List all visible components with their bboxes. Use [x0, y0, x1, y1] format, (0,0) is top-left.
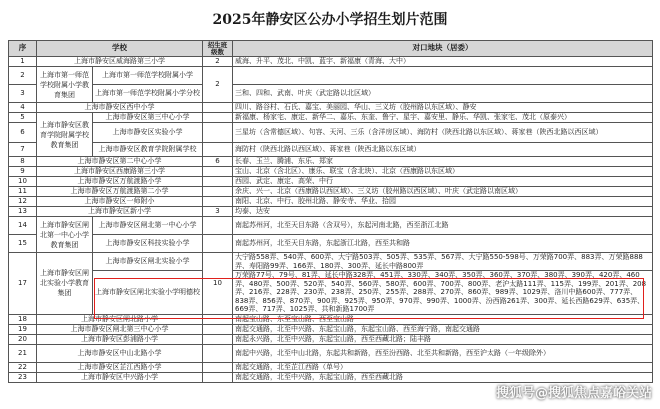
row-group: 上海市静安区闸北实验小学教育集团 — [37, 253, 93, 315]
row-area: 余庆、兴一、北京（西康路以西区域）、三义坊（胶州路以西区域）、叶庆（武定路以南区域） — [233, 187, 653, 197]
row-no: 20 — [9, 334, 37, 344]
row-no: 21 — [9, 344, 37, 362]
row-class-count — [203, 167, 233, 177]
table-row — [9, 207, 653, 217]
row-group: 上海市静安区闸北第一中心小学教育集团 — [37, 217, 93, 253]
row-school: 上海市静安区教育学院附属学校 — [93, 143, 203, 157]
table-row — [9, 143, 653, 157]
row-no: 10 — [9, 177, 37, 187]
row-class-count — [203, 123, 233, 143]
row-no: 2 — [9, 67, 37, 85]
row-group: 上海市第一师范学校附属小学教育集团 — [37, 67, 93, 103]
row-no: 17 — [9, 253, 37, 315]
row-area: 南起永兴路，北至中兴路，东起宝山路，西至西藏北路；陆丰路 — [233, 334, 653, 344]
row-class-count — [203, 372, 233, 382]
row-class-count — [203, 334, 233, 344]
header-area: 对口地块（居委） — [233, 41, 653, 57]
row-class-count — [203, 143, 233, 157]
table-row — [9, 217, 653, 235]
row-class-count: 3 — [203, 207, 233, 217]
row-class-count: 2 — [203, 67, 233, 103]
table-row — [9, 67, 653, 85]
row-no: 6 — [9, 123, 37, 143]
row-area: 南起苏州河，北至天目东路，东起浙江北路，西至共和路 — [233, 235, 653, 253]
row-class-count: 2 — [203, 57, 233, 67]
row-no: 23 — [9, 372, 37, 382]
row-area: 南起苏州河，北至天目东路（含双号），东起河南北路，西至浙江北路 — [233, 217, 653, 235]
table-row — [9, 253, 653, 271]
row-area: 三和、四和、武南、叶庆（武定路以北区域） — [233, 85, 653, 103]
header-no: 序 — [9, 41, 37, 57]
row-school: 上海市静安区闸北第一中心小学 — [93, 217, 203, 235]
row-class-count: 6 — [203, 157, 233, 167]
row-area: 四川、路谷村、石氏、嘉宝、美丽园、华山、三义坊（胶州路以东区域）、静安 — [233, 103, 653, 113]
row-area: 均泰、达安 — [233, 207, 653, 217]
row-no: 5 — [9, 113, 37, 123]
row-school: 上海市第一师范学校附属小学 — [93, 67, 203, 85]
row-no: 11 — [9, 187, 37, 197]
row-area: 南起交通路，北至中兴路，东起宝山路，西至西藏北路 — [233, 372, 653, 382]
row-school: 上海市静安区西中小学 — [37, 103, 203, 113]
row-area: 大宁路558弄、540弄、600弄、大宁路503弄、505弄、535弄、567弄、大宁路550-598号、万荣路700弄、883弄、万荣路888弄、寿阳路99弄、166弄、180弄、300弄、延长中路800弄 — [233, 253, 653, 271]
table-row — [9, 85, 653, 103]
table-row — [9, 157, 653, 167]
row-no: 13 — [9, 207, 37, 217]
row-area: 西园、武定、康定、高荣、中行 — [233, 177, 653, 187]
row-area: 南起宝山路、东至宝山路、西至宝山路 — [233, 314, 653, 324]
table-row — [9, 314, 653, 324]
row-no: 15 — [9, 235, 37, 253]
table-row — [9, 197, 653, 207]
row-class-count — [203, 217, 233, 235]
row-class-count — [203, 344, 233, 362]
row-school: 上海市静安区万航渡路小学 — [37, 177, 203, 187]
row-school: 上海市静安区科技实验小学 — [93, 235, 203, 253]
row-school: 上海市静安区万航渡路第二小学 — [37, 187, 203, 197]
row-area: 海防村（陕西北路以西区域）、蒋家巷（陕西北路以东区域） — [233, 143, 653, 157]
row-no: 12 — [9, 197, 37, 207]
table-row-highlighted — [9, 271, 653, 315]
row-class-count — [203, 103, 233, 113]
row-area: 万荣路77号、79号、81弄、延长中路328弄、451弄、330弄、340弄、350弄、360弄、370弄、380弄、390弄、420弄、460弄、480弄、500弄、520弄、540弄、560弄、580弄、600弄、700弄、800弄、老沪太路111弄、115弄、199弄、201弄、208弄、216弄、228弄、230弄、238弄、250弄、255弄、288弄、270弄、860弄、989弄、1029弄、洛川中路600弄、777弄、838弄、856弄、870弄、900弄、925弄、950弄、970弄、990弄、1000弄、汾西路261弄、300弄、延长西路629弄、635弄、669弄、717弄、1025弄、共和新路1700弄 — [233, 271, 653, 315]
row-school: 上海市静安区中山北路小学 — [37, 344, 203, 362]
row-area: 南起交通路，北至中兴路、东起宝山路，东起宝山路、西至海宁路，南起交通路 — [233, 324, 653, 334]
row-school: 上海市静安区威海路第三小学 — [37, 57, 203, 67]
row-class-count — [203, 187, 233, 197]
row-school: 上海市静安区实验小学 — [93, 123, 203, 143]
row-area — [233, 67, 653, 85]
row-class-count — [203, 314, 233, 324]
row-school: 上海市静安区彭浦路小学 — [37, 334, 203, 344]
row-no: 22 — [9, 362, 37, 372]
row-no: 8 — [9, 157, 37, 167]
row-school: 上海市静安区第二中心小学 — [37, 157, 203, 167]
table-row — [9, 362, 653, 372]
table-row — [9, 57, 653, 67]
header-classes: 招生班级数 — [203, 41, 233, 57]
header-school: 学校 — [37, 41, 203, 57]
row-school: 上海市静安区闸北路小学 — [37, 314, 203, 324]
row-no: 4 — [9, 103, 37, 113]
row-area: 长春、玉兰、腾浦、东乐、郑家 — [233, 157, 653, 167]
row-school: 上海市静安区第三中心小学 — [93, 113, 203, 123]
row-class-count — [203, 197, 233, 207]
row-group: 上海市静安区教育学院附属学校教育集团 — [37, 113, 93, 157]
row-school: 上海市静安区中兴路小学 — [37, 372, 203, 382]
row-school: 上海市第一师范学校附属小学分校 — [93, 85, 203, 103]
header-row — [9, 41, 653, 57]
row-no: 3 — [9, 85, 37, 103]
row-school: 上海市静安区闸北实验小学 — [93, 253, 203, 271]
table-row — [9, 334, 653, 344]
row-class-count — [203, 324, 233, 334]
row-area: 南起交通路，北至芷江西路（单号） — [233, 362, 653, 372]
row-area: 新福康、杨家宅、康定、新华二、嘉乐、东奎、鲁宁、星宇、嘉安里、静乐、华凯、张家宅、茂北（原泰兴） — [233, 113, 653, 123]
table-row — [9, 113, 653, 123]
row-no: 14 — [9, 217, 37, 235]
row-area: 南起中兴路，北至中山北路，东起共和新路，西至汾西路、北至共和新路，西至沪太路（一年级除外） — [233, 344, 653, 362]
table-row — [9, 103, 653, 113]
table-row — [9, 123, 653, 143]
row-no: 1 — [9, 57, 37, 67]
row-school: 上海市静安区芷江西路小学 — [37, 362, 203, 372]
table-row — [9, 177, 653, 187]
enrollment-table — [8, 40, 653, 383]
row-class-count: 10 — [203, 253, 233, 315]
row-no: 18 — [9, 314, 37, 324]
row-no: 7 — [9, 143, 37, 157]
table-row — [9, 187, 653, 197]
row-area: 三星坊（含常德区域）、句容、天河、三乐（含洋房区域）、海防村（陕西北路以东区域）、蒋家巷（陕西北路以西区域） — [233, 123, 653, 143]
row-school: 上海市静安区新小学 — [37, 207, 203, 217]
row-area: 南阳、北京、中行、胶州北路、静安寺、华业、拾园 — [233, 197, 653, 207]
row-no: 9 — [9, 167, 37, 177]
table-row — [9, 372, 653, 382]
row-area: 威海、升平、茂北、中凯、蓝宇、新福康（青海、大中） — [233, 57, 653, 67]
table-row — [9, 235, 653, 253]
table-row — [9, 324, 653, 334]
watermark: 搜狐号@搜狐焦点嘉峪关站 — [495, 386, 652, 401]
row-school: 上海市静安区西康路第三小学 — [37, 167, 203, 177]
row-class-count — [203, 235, 233, 253]
document-title: 2025年静安区公办小学招生划片范围 — [212, 12, 448, 28]
row-no: 19 — [9, 324, 37, 334]
row-school: 上海市静安区闸北实验小学明德校 — [93, 271, 203, 315]
row-area: 宝山、北京（含北区）、康乐、联宝（含北块）、北京（西康路以东区域） — [233, 167, 653, 177]
row-class-count — [203, 362, 233, 372]
row-class-count — [203, 177, 233, 187]
row-class-count — [203, 113, 233, 123]
row-school: 上海市静安区一师附小 — [37, 197, 203, 207]
row-school: 上海市静安区闸北第三中心小学 — [37, 324, 203, 334]
table-row — [9, 167, 653, 177]
table-row — [9, 344, 653, 362]
